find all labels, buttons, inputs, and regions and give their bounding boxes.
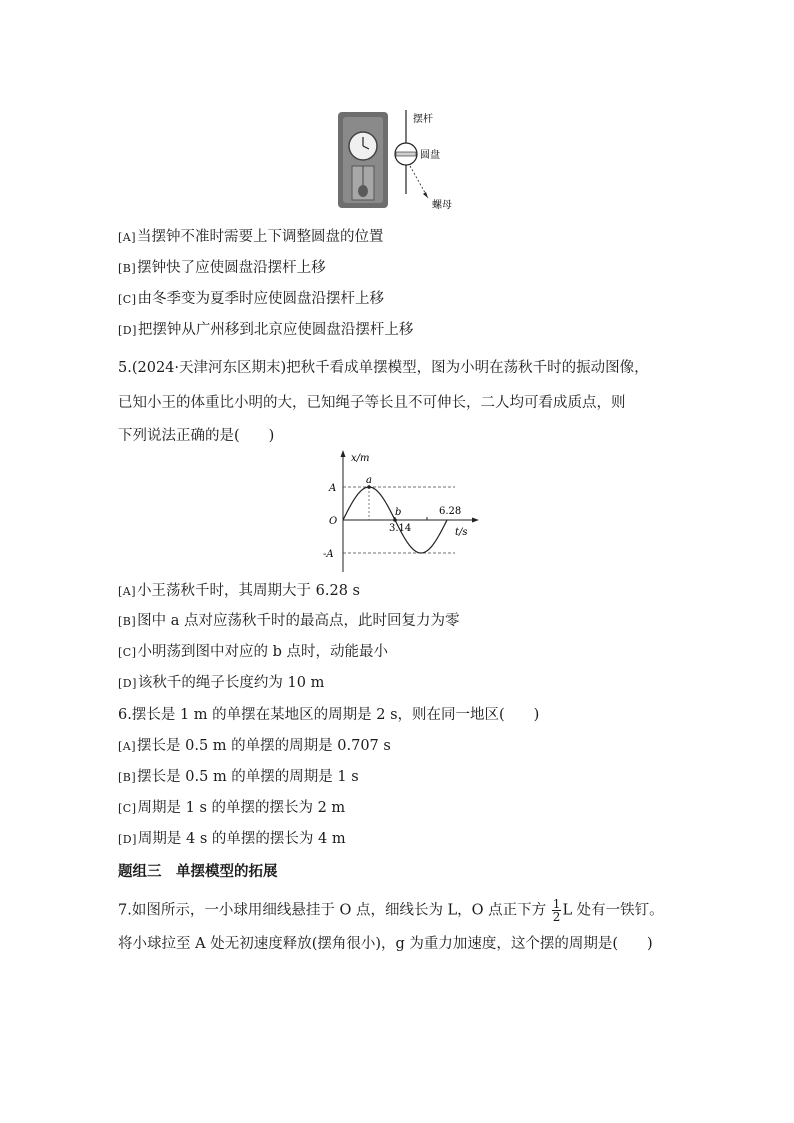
ytick-origin: O [329, 516, 338, 527]
label-rod: 摆杆 [413, 114, 433, 125]
vibration-graph [325, 448, 485, 576]
ytick-a: A [329, 483, 337, 494]
q4-option-a: [A]当摆钟不准时需要上下调整圆盘的位置 [118, 229, 384, 245]
q7-stem-line2: 将小球拉至 A 处无初速度释放(摆角很小)，g 为重力加速度，这个摆的周期是( ) [118, 936, 653, 952]
ytick-neg-a: -A [323, 549, 334, 560]
q5-option-a: [A]小王荡秋千时，其周期大于 6.28 s [118, 583, 360, 599]
q5-option-d: [D]该秋千的绳子长度约为 10 m [118, 675, 325, 691]
xtick-314: 3.14 [389, 523, 412, 534]
q5-stem-line3: 下列说法正确的是( ) [118, 428, 275, 444]
fraction-one-half: $\frac{1}{2}$ [552, 897, 561, 924]
label-a: a [366, 475, 372, 486]
q6-option-b: [B]摆长是 0.5 m 的单摆的周期是 1 s [118, 769, 359, 785]
q4-option-b: [B]摆钟快了应使圆盘沿摆杆上移 [118, 260, 326, 276]
label-nut: 螺母 [432, 200, 452, 211]
q4-option-c: [C]由冬季变为夏季时应使圆盘沿摆杆上移 [118, 291, 384, 307]
q5-stem-line2: 已知小王的体重比小明的大，已知绳子等长且不可伸长，二人均可看成质点，则 [118, 395, 626, 411]
q5-option-c: [C]小明荡到图中对应的 b 点时，动能最小 [118, 644, 388, 660]
q4-option-d: [D]把摆钟从广州移到北京应使圆盘沿摆杆上移 [118, 322, 414, 338]
q7-stem-line1: 7.如图所示，一小球用细线悬挂于 O 点，细线长为 L，O 点正下方 $\frac{1}{2}$ L 处有一铁钉。 [118, 897, 664, 924]
q6-option-a: [A]摆长是 0.5 m 的单摆的周期是 0.707 s [118, 738, 391, 754]
section-heading: 题组三 单摆模型的拓展 [118, 863, 278, 880]
q6-option-c: [C]周期是 1 s 的单摆的摆长为 2 m [118, 800, 346, 816]
label-disc: 圆盘 [420, 150, 440, 161]
x-axis-label: t/s [455, 527, 468, 538]
q5-stem-line1: 5.(2024·天津河东区期末)把秋千看成单摆模型，图为小明在荡秋千时的振动图像， [118, 360, 649, 376]
q6-stem: 6.摆长是 1 m 的单摆在某地区的周期是 2 s，则在同一地区( ) [118, 707, 540, 723]
y-axis-label: x/m [351, 453, 370, 464]
label-b: b [395, 507, 402, 518]
q6-option-d: [D]周期是 4 s 的单摆的摆长为 4 m [118, 831, 346, 847]
q5-option-b: [B]图中 a 点对应荡秋千时的最高点，此时回复力为零 [118, 613, 460, 629]
pendulum-clock-figure [330, 108, 470, 212]
xtick-628: 6.28 [439, 506, 462, 517]
